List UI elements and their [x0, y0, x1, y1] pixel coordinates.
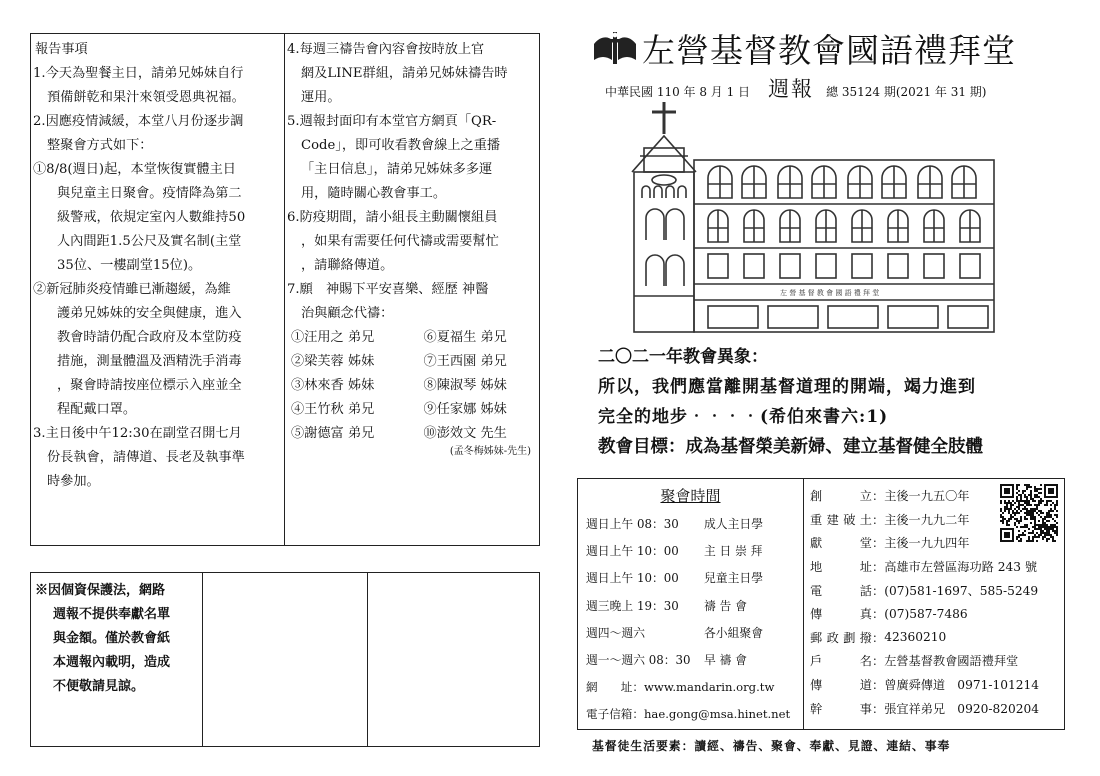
info-value: 左營基督教會國語禮拜堂 — [884, 654, 1019, 669]
schedule-row — [586, 619, 803, 646]
info-value: (07)581-1697、585-5249 — [884, 583, 1039, 598]
schedule-heading: 聚會時間 — [660, 487, 721, 505]
announcement-line: 人內間距1.5公尺及實名制(主堂 — [57, 234, 242, 249]
announcement-line: 護弟兄姊妹的安全與健康，進入 — [57, 306, 242, 321]
info-value: 主後一九九四年 — [884, 536, 970, 551]
church-title-row — [592, 26, 1062, 70]
info-row — [810, 649, 1064, 673]
info-colon: ： — [872, 654, 885, 669]
prayer-note: (孟冬梅姊妹-先生) — [449, 446, 531, 457]
announcements-box — [30, 33, 540, 546]
church-logo-icon — [592, 30, 638, 66]
info-label: 電話 — [810, 583, 872, 598]
info-value: 曾廣舜傳道 0971-101214 — [884, 678, 1039, 693]
schedule-row — [586, 646, 803, 673]
announcement-line: 程配戴口罩。 — [57, 402, 137, 417]
info-value: 高雄市左營區海功路 243 號 — [884, 560, 1038, 575]
announcement-line: 35位、一樓副堂15位)。 — [57, 258, 202, 273]
prayer-row — [285, 326, 539, 350]
info-colon: ： — [872, 607, 885, 622]
schedule-time: 週日上午 08：30 — [586, 517, 679, 532]
church-goal: 教會目標：成為基督榮美新婦、建立基督健全肢體 — [598, 437, 983, 457]
issue-number: 總 35124 期(2021 年 31 期) — [826, 85, 987, 99]
info-label: 戶名 — [810, 654, 872, 669]
announcement-line: 5.週報封面印有本堂官方網頁「QR- — [287, 114, 497, 129]
announcement-line: 份長執會，請傳道、長老及執事準 — [47, 450, 245, 465]
privacy-line: 週報不提供奉獻名單 — [53, 607, 171, 622]
announcement-line: 3.主日後中午12:30在副堂召開七月 — [33, 426, 242, 441]
info-value: 張宜祥弟兄 0920-820204 — [884, 701, 1039, 716]
announcements-right-column — [285, 34, 539, 545]
info-colon: ： — [872, 512, 885, 527]
info-row — [810, 626, 1064, 650]
info-label: 傳真 — [810, 607, 872, 622]
announcement-line: 措施，測量體溫及酒精洗手消毒 — [57, 354, 242, 369]
announcements-right-lines — [285, 38, 539, 326]
vision-heading: 二〇二一年教會異象： — [598, 347, 768, 367]
info-colon: ： — [872, 489, 885, 504]
announcement-line: 教會時請仍配合政府及本堂防疫 — [57, 330, 242, 345]
schedule-time: 週四～週六 — [586, 625, 645, 640]
announcement-line: 7.願 神賜下平安喜樂、經歷 神醫 — [287, 282, 489, 297]
issue-date: 中華民國 110 年 8 月 1 日 — [605, 85, 751, 99]
privacy-line: 與金額。僅於教會紙 — [53, 631, 171, 646]
prayer-name: ①汪用之 弟兄 — [291, 330, 375, 345]
info-label: 郵政劃撥 — [810, 630, 872, 645]
announcement-line: ②新冠肺炎疫情雖已漸趨緩，為維 — [33, 282, 231, 297]
schedule-event: 早 禱 會 — [704, 653, 747, 668]
announcement-line: 「主日信息」，請弟兄姊妹多多運 — [301, 162, 493, 177]
announcement-line: 6.防疫期間，請小組長主動關懷組員 — [287, 210, 498, 225]
privacy-line: 不便敬請見諒。 — [53, 679, 145, 694]
announcement-line: 預備餅乾和果汁來領受恩典祝福。 — [47, 90, 245, 105]
info-value: 42360210 — [884, 630, 947, 645]
prayer-name: ④王竹秋 弟兄 — [291, 402, 375, 417]
privacy-notice-box — [30, 572, 540, 747]
schedule-time: 週日上午 10：00 — [586, 544, 679, 559]
info-value: 主後一九九二年 — [884, 512, 970, 527]
schedule-row — [586, 510, 803, 537]
announcement-line: 整聚會方式如下： — [47, 138, 153, 153]
announcement-line: 治與顧念代禱： — [301, 306, 394, 321]
info-row — [810, 673, 1064, 697]
prayer-name: ③林來香 姊妹 — [291, 378, 375, 393]
info-row — [810, 578, 1064, 602]
prayer-row — [285, 422, 539, 446]
announcement-line: 1.今天為聖餐主日，請弟兄姊妹自行 — [33, 66, 244, 81]
info-value: 主後一九五〇年 — [884, 489, 970, 504]
schedule-row — [586, 537, 803, 564]
info-colon: ： — [872, 630, 885, 645]
announcement-line: ，請聯絡傳道。 — [301, 258, 394, 273]
church-building-illustration — [630, 100, 1000, 335]
schedule-time: 週一～週六 08：30 — [586, 653, 691, 668]
announcement-line: 4.每週三禱告會內容會按時放上官 — [287, 42, 485, 57]
vision-line-1: 所以，我們應當離開基督道理的開端，竭力進到 — [598, 377, 976, 397]
info-row — [810, 602, 1064, 626]
info-label: 幹事 — [810, 701, 872, 716]
announcements-heading: 報告事項 — [35, 42, 88, 57]
prayer-name: ⑥夏福生 弟兄 — [423, 330, 507, 345]
offering-cell-blank — [203, 573, 368, 746]
info-label: 創立 — [810, 489, 872, 504]
schedule-event: 各小組聚會 — [704, 625, 763, 640]
meeting-schedule — [578, 479, 804, 729]
prayer-name: ⑩澎效文 先生 — [423, 426, 507, 441]
vision-section — [598, 342, 1078, 462]
privacy-line: 本週報內載明，造成 — [53, 655, 171, 670]
schedule-time: 週日上午 10：00 — [586, 571, 679, 586]
website: 網 址：www.mandarin.org.tw — [586, 679, 775, 694]
schedule-event: 禱 告 會 — [704, 598, 747, 613]
announcement-line: 用，隨時關心教會事工。 — [301, 186, 447, 201]
announcements-left-lines — [31, 62, 284, 494]
announcement-line: ，如果有需要任何代禱或需要幫忙 — [301, 234, 499, 249]
weekly-label: 週報 — [768, 77, 815, 101]
privacy-notice — [31, 573, 203, 746]
meeting-info-box — [577, 478, 1065, 730]
info-value: (07)587-7486 — [884, 606, 968, 621]
schedule-event: 兒童主日學 — [704, 571, 763, 586]
announcement-line: ，聚會時請按座位標示入座並全 — [57, 378, 242, 393]
announcement-line: 級警戒，依規定室內人數維持50 — [57, 210, 246, 225]
schedule-row — [586, 564, 803, 591]
announcement-line: 運用。 — [301, 90, 341, 105]
info-label: 獻堂 — [810, 536, 872, 551]
schedule-event: 成人主日學 — [704, 517, 763, 532]
issue-row — [605, 73, 1065, 103]
info-colon: ： — [872, 536, 885, 551]
offering-cell-blank-2 — [368, 573, 539, 746]
email: 電子信箱：hae.gong@msa.hinet.net — [586, 706, 791, 721]
building-sign: 左 營 基 督 教 會 國 語 禮 拜 堂 — [780, 289, 880, 297]
privacy-line: ※因個資保護法，網路 — [35, 583, 166, 598]
prayer-name: ⑤謝德富 弟兄 — [291, 426, 375, 441]
announcement-line: ①8/8(週日)起，本堂恢復實體主日 — [33, 162, 236, 177]
announcement-line: 2.因應疫情減緩，本堂八月份逐步調 — [33, 114, 244, 129]
schedule-rows — [586, 510, 803, 673]
info-colon: ： — [872, 583, 885, 598]
church-name: 左營基督教會國語禮拜堂 — [642, 30, 1016, 70]
info-label: 地址 — [810, 560, 872, 575]
schedule-row — [586, 592, 803, 619]
prayer-row — [285, 350, 539, 374]
prayer-row — [285, 374, 539, 398]
info-row — [810, 696, 1064, 720]
prayer-name: ⑦王西園 弟兄 — [423, 354, 507, 369]
info-label: 重建破土 — [810, 512, 872, 527]
christian-life-essentials: 基督徒生活要素：讀經、禱告、聚會、奉獻、見證、連結、事奉 — [592, 739, 951, 753]
announcement-line: 與兒童主日聚會。疫情降為第二 — [57, 186, 242, 201]
info-colon: ： — [872, 560, 885, 575]
church-info — [804, 479, 1064, 729]
info-label: 傳道 — [810, 678, 872, 693]
schedule-event: 主 日 崇 拜 — [704, 544, 763, 559]
prayer-name: ⑧陳淑琴 姊妹 — [423, 378, 507, 393]
announcement-line: Code」，即可收看教會線上之重播 — [301, 138, 501, 153]
prayer-row — [285, 398, 539, 422]
info-colon: ： — [872, 701, 885, 716]
schedule-time: 週三晚上 19：30 — [586, 598, 679, 613]
qr-code-icon — [1000, 484, 1058, 542]
announcements-left-column — [31, 34, 285, 545]
prayer-list — [285, 326, 539, 446]
announcement-line: 網及LINE群組，請弟兄姊妹禱告時 — [301, 66, 508, 81]
prayer-name: ②梁芙蓉 姊妹 — [291, 354, 375, 369]
announcement-line: 時參加。 — [47, 474, 100, 489]
vision-line-2: 完全的地步‧‧‧‧(希伯來書六:1) — [598, 407, 889, 427]
info-colon: ： — [872, 678, 885, 693]
prayer-name: ⑨任家娜 姊妹 — [423, 402, 507, 417]
info-row — [810, 555, 1064, 579]
